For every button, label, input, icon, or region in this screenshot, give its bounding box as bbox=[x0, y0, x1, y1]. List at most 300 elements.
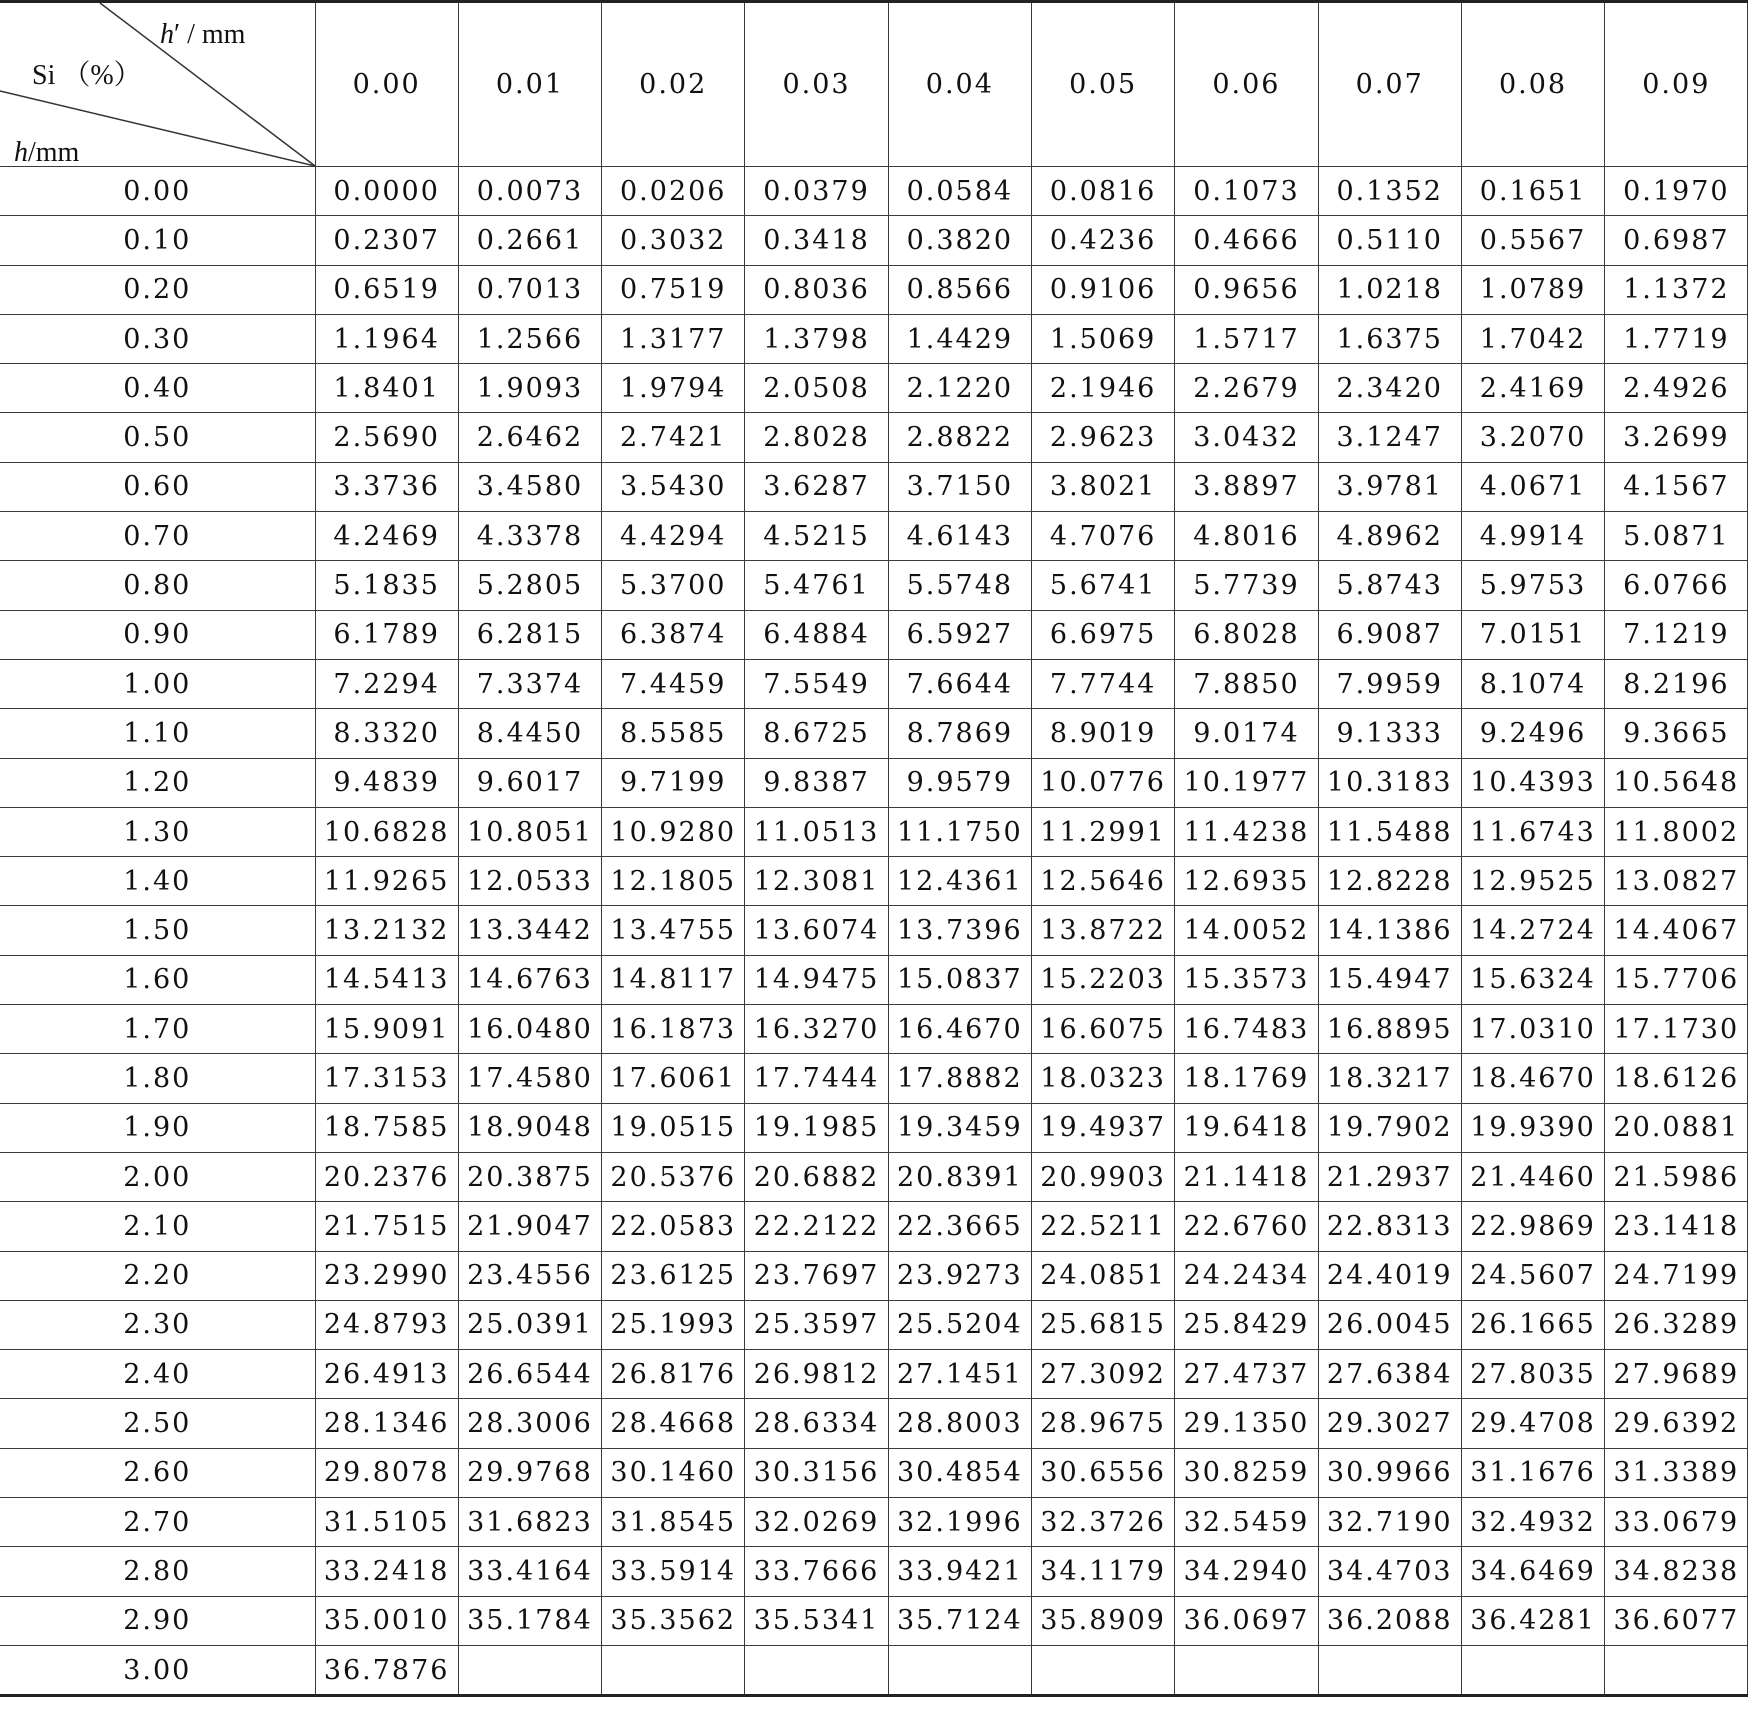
table-row bbox=[0, 1498, 1748, 1547]
table-cell: 4.8962 bbox=[1318, 512, 1461, 561]
row-header: 2.30 bbox=[0, 1300, 315, 1349]
table-cell: 0.1970 bbox=[1605, 167, 1748, 216]
table-cell: 32.1996 bbox=[888, 1498, 1031, 1547]
table-cell: 22.0583 bbox=[602, 1202, 745, 1251]
table-cell: 9.7199 bbox=[602, 758, 745, 807]
table-cell: 14.1386 bbox=[1318, 906, 1461, 955]
table-cell: 1.2566 bbox=[458, 314, 601, 363]
table-cell: 2.9623 bbox=[1031, 413, 1174, 462]
table-cell bbox=[1175, 1645, 1318, 1695]
table-cell: 6.1789 bbox=[315, 610, 458, 659]
table-cell: 1.6375 bbox=[1318, 314, 1461, 363]
table-cell: 3.6287 bbox=[745, 462, 888, 511]
table-cell: 22.5211 bbox=[1031, 1202, 1174, 1251]
table-cell: 11.5488 bbox=[1318, 807, 1461, 856]
table-cell: 21.5986 bbox=[1605, 1152, 1748, 1201]
table-cell: 33.4164 bbox=[458, 1547, 601, 1596]
table-cell: 24.4019 bbox=[1318, 1251, 1461, 1300]
table-cell: 12.8228 bbox=[1318, 857, 1461, 906]
table-cell: 21.9047 bbox=[458, 1202, 601, 1251]
table-cell: 7.6644 bbox=[888, 659, 1031, 708]
table-cell: 6.6975 bbox=[1031, 610, 1174, 659]
table-cell: 0.3418 bbox=[745, 216, 888, 265]
table-cell: 2.3420 bbox=[1318, 364, 1461, 413]
table-cell: 0.6987 bbox=[1605, 216, 1748, 265]
row-header: 0.40 bbox=[0, 364, 315, 413]
table-cell: 16.3270 bbox=[745, 1005, 888, 1054]
table-cell: 4.5215 bbox=[745, 512, 888, 561]
table-cell: 16.0480 bbox=[458, 1005, 601, 1054]
row-header: 0.30 bbox=[0, 314, 315, 363]
table-cell: 33.9421 bbox=[888, 1547, 1031, 1596]
table-cell: 30.3156 bbox=[745, 1448, 888, 1497]
table-row bbox=[0, 1103, 1748, 1152]
table-row bbox=[0, 216, 1748, 265]
column-header: 0.09 bbox=[1605, 2, 1748, 167]
table-cell: 13.6074 bbox=[745, 906, 888, 955]
table-cell: 7.5549 bbox=[745, 659, 888, 708]
table-cell: 15.7706 bbox=[1605, 955, 1748, 1004]
table-cell: 0.9106 bbox=[1031, 265, 1174, 314]
table-cell: 18.3217 bbox=[1318, 1054, 1461, 1103]
table-cell: 12.0533 bbox=[458, 857, 601, 906]
table-cell: 21.1418 bbox=[1175, 1152, 1318, 1201]
row-header: 2.90 bbox=[0, 1596, 315, 1645]
table-row bbox=[0, 1448, 1748, 1497]
table-cell: 20.6882 bbox=[745, 1152, 888, 1201]
table-cell: 1.3177 bbox=[602, 314, 745, 363]
table-cell: 4.7076 bbox=[1031, 512, 1174, 561]
table-cell: 35.3562 bbox=[602, 1596, 745, 1645]
table-cell: 3.2699 bbox=[1605, 413, 1748, 462]
table-cell: 2.2679 bbox=[1175, 364, 1318, 413]
table-cell: 8.4450 bbox=[458, 709, 601, 758]
header-row bbox=[0, 2, 1748, 167]
table-cell: 2.7421 bbox=[602, 413, 745, 462]
column-header: 0.02 bbox=[602, 2, 745, 167]
table-cell: 6.2815 bbox=[458, 610, 601, 659]
table-cell: 0.7013 bbox=[458, 265, 601, 314]
table-cell: 7.1219 bbox=[1605, 610, 1748, 659]
table-cell: 32.3726 bbox=[1031, 1498, 1174, 1547]
table-cell: 9.6017 bbox=[458, 758, 601, 807]
table-cell: 4.9914 bbox=[1461, 512, 1604, 561]
table-cell: 14.9475 bbox=[745, 955, 888, 1004]
table-cell: 10.8051 bbox=[458, 807, 601, 856]
table-cell: 15.3573 bbox=[1175, 955, 1318, 1004]
row-header: 2.00 bbox=[0, 1152, 315, 1201]
table-row bbox=[0, 1005, 1748, 1054]
table-cell: 36.6077 bbox=[1605, 1596, 1748, 1645]
table-cell: 18.9048 bbox=[458, 1103, 601, 1152]
table-cell: 15.9091 bbox=[315, 1005, 458, 1054]
table-cell: 1.7042 bbox=[1461, 314, 1604, 363]
table-cell: 4.1567 bbox=[1605, 462, 1748, 511]
table-cell: 28.6334 bbox=[745, 1399, 888, 1448]
table-cell: 30.8259 bbox=[1175, 1448, 1318, 1497]
table-cell: 13.4755 bbox=[602, 906, 745, 955]
table-cell: 0.1073 bbox=[1175, 167, 1318, 216]
table-cell: 34.1179 bbox=[1031, 1547, 1174, 1596]
table-cell: 4.6143 bbox=[888, 512, 1031, 561]
table-row bbox=[0, 561, 1748, 610]
table-cell: 27.6384 bbox=[1318, 1350, 1461, 1399]
table-cell: 0.7519 bbox=[602, 265, 745, 314]
table-cell: 31.8545 bbox=[602, 1498, 745, 1547]
table-cell: 17.6061 bbox=[602, 1054, 745, 1103]
row-header: 1.90 bbox=[0, 1103, 315, 1152]
table-row bbox=[0, 1350, 1748, 1399]
table-cell: 6.5927 bbox=[888, 610, 1031, 659]
table-cell: 1.8401 bbox=[315, 364, 458, 413]
table-cell: 14.4067 bbox=[1605, 906, 1748, 955]
table-cell: 18.7585 bbox=[315, 1103, 458, 1152]
table-cell: 5.3700 bbox=[602, 561, 745, 610]
table-row bbox=[0, 314, 1748, 363]
table-cell: 20.9903 bbox=[1031, 1152, 1174, 1201]
table-cell: 3.5430 bbox=[602, 462, 745, 511]
table-cell: 1.0789 bbox=[1461, 265, 1604, 314]
table-cell: 12.4361 bbox=[888, 857, 1031, 906]
table-cell: 12.3081 bbox=[745, 857, 888, 906]
column-header: 0.01 bbox=[458, 2, 601, 167]
table-cell: 12.1805 bbox=[602, 857, 745, 906]
table-cell: 6.4884 bbox=[745, 610, 888, 659]
table-cell: 14.8117 bbox=[602, 955, 745, 1004]
table-cell: 2.4926 bbox=[1605, 364, 1748, 413]
table-cell: 6.9087 bbox=[1318, 610, 1461, 659]
table-cell: 10.1977 bbox=[1175, 758, 1318, 807]
table-cell: 13.8722 bbox=[1031, 906, 1174, 955]
table-row bbox=[0, 462, 1748, 511]
table-cell: 4.3378 bbox=[458, 512, 601, 561]
table-cell: 9.9579 bbox=[888, 758, 1031, 807]
table-cell: 10.3183 bbox=[1318, 758, 1461, 807]
table-cell: 6.3874 bbox=[602, 610, 745, 659]
table-cell: 4.2469 bbox=[315, 512, 458, 561]
table-cell: 5.5748 bbox=[888, 561, 1031, 610]
row-header: 2.60 bbox=[0, 1448, 315, 1497]
corner-cell bbox=[0, 2, 315, 167]
table-cell: 0.8566 bbox=[888, 265, 1031, 314]
table-cell: 36.2088 bbox=[1318, 1596, 1461, 1645]
table-cell: 0.0584 bbox=[888, 167, 1031, 216]
table-cell: 9.0174 bbox=[1175, 709, 1318, 758]
row-header: 1.80 bbox=[0, 1054, 315, 1103]
table-row bbox=[0, 1202, 1748, 1251]
table-cell: 15.0837 bbox=[888, 955, 1031, 1004]
column-header: 0.08 bbox=[1461, 2, 1604, 167]
table-cell: 27.3092 bbox=[1031, 1350, 1174, 1399]
table-cell: 5.7739 bbox=[1175, 561, 1318, 610]
table-cell: 11.1750 bbox=[888, 807, 1031, 856]
table-cell: 17.0310 bbox=[1461, 1005, 1604, 1054]
table-row bbox=[0, 1300, 1748, 1349]
table-cell: 8.7869 bbox=[888, 709, 1031, 758]
table-cell: 28.8003 bbox=[888, 1399, 1031, 1448]
table-cell: 13.0827 bbox=[1605, 857, 1748, 906]
table-cell bbox=[1318, 1645, 1461, 1695]
table-cell: 7.0151 bbox=[1461, 610, 1604, 659]
table-cell: 16.6075 bbox=[1031, 1005, 1174, 1054]
table-row bbox=[0, 1645, 1748, 1695]
table-cell: 12.6935 bbox=[1175, 857, 1318, 906]
table-cell: 5.8743 bbox=[1318, 561, 1461, 610]
table-cell: 27.8035 bbox=[1461, 1350, 1604, 1399]
table-cell: 8.6725 bbox=[745, 709, 888, 758]
row-header: 0.20 bbox=[0, 265, 315, 314]
table-cell: 35.5341 bbox=[745, 1596, 888, 1645]
table-cell: 23.2990 bbox=[315, 1251, 458, 1300]
table-cell: 12.9525 bbox=[1461, 857, 1604, 906]
table-cell: 33.7666 bbox=[745, 1547, 888, 1596]
table-cell: 9.1333 bbox=[1318, 709, 1461, 758]
table-row bbox=[0, 265, 1748, 314]
table-cell: 30.1460 bbox=[602, 1448, 745, 1497]
row-header: 0.50 bbox=[0, 413, 315, 462]
table-cell: 2.4169 bbox=[1461, 364, 1604, 413]
table-cell: 36.4281 bbox=[1461, 1596, 1604, 1645]
table-cell: 15.6324 bbox=[1461, 955, 1604, 1004]
table-body bbox=[0, 2, 1748, 1696]
table-cell: 2.6462 bbox=[458, 413, 601, 462]
table-cell: 18.1769 bbox=[1175, 1054, 1318, 1103]
table-cell: 0.2307 bbox=[315, 216, 458, 265]
table-cell: 0.0073 bbox=[458, 167, 601, 216]
table-cell: 3.1247 bbox=[1318, 413, 1461, 462]
table-cell: 13.3442 bbox=[458, 906, 601, 955]
row-header: 2.20 bbox=[0, 1251, 315, 1300]
table-row bbox=[0, 1399, 1748, 1448]
table-cell: 22.2122 bbox=[745, 1202, 888, 1251]
column-header: 0.00 bbox=[315, 2, 458, 167]
table-cell bbox=[458, 1645, 601, 1695]
table-cell: 14.5413 bbox=[315, 955, 458, 1004]
table-cell bbox=[745, 1645, 888, 1695]
table-cell: 25.3597 bbox=[745, 1300, 888, 1349]
table-cell: 19.6418 bbox=[1175, 1103, 1318, 1152]
table-row bbox=[0, 1152, 1748, 1201]
table-cell: 2.0508 bbox=[745, 364, 888, 413]
table-cell: 22.6760 bbox=[1175, 1202, 1318, 1251]
row-header: 2.40 bbox=[0, 1350, 315, 1399]
row-header: 0.90 bbox=[0, 610, 315, 659]
table-cell: 21.2937 bbox=[1318, 1152, 1461, 1201]
table-cell: 18.0323 bbox=[1031, 1054, 1174, 1103]
table-cell: 32.0269 bbox=[745, 1498, 888, 1547]
table-cell: 11.2991 bbox=[1031, 807, 1174, 856]
table-cell: 7.8850 bbox=[1175, 659, 1318, 708]
table-cell: 0.0816 bbox=[1031, 167, 1174, 216]
table-cell: 0.6519 bbox=[315, 265, 458, 314]
table-cell: 16.8895 bbox=[1318, 1005, 1461, 1054]
table-cell: 0.4236 bbox=[1031, 216, 1174, 265]
table-cell: 26.1665 bbox=[1461, 1300, 1604, 1349]
table-cell: 0.3820 bbox=[888, 216, 1031, 265]
row-axis-label: h/mm bbox=[14, 137, 80, 167]
table-cell: 28.4668 bbox=[602, 1399, 745, 1448]
table-cell: 7.7744 bbox=[1031, 659, 1174, 708]
table-cell: 26.9812 bbox=[745, 1350, 888, 1399]
table-cell: 21.4460 bbox=[1461, 1152, 1604, 1201]
table-cell: 6.8028 bbox=[1175, 610, 1318, 659]
table-cell: 17.7444 bbox=[745, 1054, 888, 1103]
row-header: 2.10 bbox=[0, 1202, 315, 1251]
table-cell: 1.5717 bbox=[1175, 314, 1318, 363]
table-cell: 16.1873 bbox=[602, 1005, 745, 1054]
table-cell: 12.5646 bbox=[1031, 857, 1174, 906]
table-cell bbox=[1031, 1645, 1174, 1695]
table-cell: 33.0679 bbox=[1605, 1498, 1748, 1547]
table-cell: 19.4937 bbox=[1031, 1103, 1174, 1152]
table-cell: 31.6823 bbox=[458, 1498, 601, 1547]
table-row bbox=[0, 413, 1748, 462]
table-cell: 25.6815 bbox=[1031, 1300, 1174, 1349]
table-cell: 7.2294 bbox=[315, 659, 458, 708]
table-cell: 0.5110 bbox=[1318, 216, 1461, 265]
row-header: 1.60 bbox=[0, 955, 315, 1004]
table-cell: 0.8036 bbox=[745, 265, 888, 314]
table-cell: 7.3374 bbox=[458, 659, 601, 708]
table-cell: 29.3027 bbox=[1318, 1399, 1461, 1448]
table-cell: 3.9781 bbox=[1318, 462, 1461, 511]
table-cell: 23.7697 bbox=[745, 1251, 888, 1300]
table-row bbox=[0, 1596, 1748, 1645]
table-cell: 9.3665 bbox=[1605, 709, 1748, 758]
table-cell: 9.8387 bbox=[745, 758, 888, 807]
table-cell: 18.6126 bbox=[1605, 1054, 1748, 1103]
table-row bbox=[0, 659, 1748, 708]
table-cell: 1.5069 bbox=[1031, 314, 1174, 363]
table-cell: 31.1676 bbox=[1461, 1448, 1604, 1497]
table-cell: 24.0851 bbox=[1031, 1251, 1174, 1300]
table-cell: 19.7902 bbox=[1318, 1103, 1461, 1152]
table-row bbox=[0, 857, 1748, 906]
row-header: 1.50 bbox=[0, 906, 315, 955]
table-cell: 23.1418 bbox=[1605, 1202, 1748, 1251]
table-cell: 13.2132 bbox=[315, 906, 458, 955]
table-cell: 4.0671 bbox=[1461, 462, 1604, 511]
table-row bbox=[0, 906, 1748, 955]
table-cell bbox=[1461, 1645, 1604, 1695]
table-cell: 17.3153 bbox=[315, 1054, 458, 1103]
table-cell: 10.6828 bbox=[315, 807, 458, 856]
table-cell: 1.9093 bbox=[458, 364, 601, 413]
table-row bbox=[0, 167, 1748, 216]
table-cell: 16.4670 bbox=[888, 1005, 1031, 1054]
row-header: 1.70 bbox=[0, 1005, 315, 1054]
table-cell: 25.8429 bbox=[1175, 1300, 1318, 1349]
table-cell: 3.0432 bbox=[1175, 413, 1318, 462]
column-header: 0.04 bbox=[888, 2, 1031, 167]
table-cell: 32.5459 bbox=[1175, 1498, 1318, 1547]
table-cell: 32.4932 bbox=[1461, 1498, 1604, 1547]
table-cell: 27.4737 bbox=[1175, 1350, 1318, 1399]
table-cell: 0.3032 bbox=[602, 216, 745, 265]
table-cell: 0.0206 bbox=[602, 167, 745, 216]
table-cell: 11.9265 bbox=[315, 857, 458, 906]
table-cell: 3.8897 bbox=[1175, 462, 1318, 511]
row-header: 1.20 bbox=[0, 758, 315, 807]
table-cell: 3.8021 bbox=[1031, 462, 1174, 511]
table-cell: 1.7719 bbox=[1605, 314, 1748, 363]
table-cell: 7.4459 bbox=[602, 659, 745, 708]
table-cell: 1.1372 bbox=[1605, 265, 1748, 314]
table-cell: 3.2070 bbox=[1461, 413, 1604, 462]
table-cell: 0.1352 bbox=[1318, 167, 1461, 216]
column-header: 0.03 bbox=[745, 2, 888, 167]
column-axis-label: h′ / mm bbox=[160, 19, 246, 50]
table-cell: 20.0881 bbox=[1605, 1103, 1748, 1152]
table-cell: 29.6392 bbox=[1605, 1399, 1748, 1448]
table-cell: 8.5585 bbox=[602, 709, 745, 758]
table-cell: 29.4708 bbox=[1461, 1399, 1604, 1448]
table-cell: 10.0776 bbox=[1031, 758, 1174, 807]
table-cell: 5.2805 bbox=[458, 561, 601, 610]
table-cell: 24.7199 bbox=[1605, 1251, 1748, 1300]
table-cell: 22.3665 bbox=[888, 1202, 1031, 1251]
table-cell: 0.4666 bbox=[1175, 216, 1318, 265]
table-cell: 20.2376 bbox=[315, 1152, 458, 1201]
table-cell: 1.0218 bbox=[1318, 265, 1461, 314]
table-cell: 1.3798 bbox=[745, 314, 888, 363]
table-cell: 0.0379 bbox=[745, 167, 888, 216]
table-cell: 20.5376 bbox=[602, 1152, 745, 1201]
table-cell: 24.8793 bbox=[315, 1300, 458, 1349]
table-cell: 14.2724 bbox=[1461, 906, 1604, 955]
table-cell: 10.9280 bbox=[602, 807, 745, 856]
table-cell: 32.7190 bbox=[1318, 1498, 1461, 1547]
table-cell: 0.0000 bbox=[315, 167, 458, 216]
table-cell: 9.2496 bbox=[1461, 709, 1604, 758]
table-cell: 29.9768 bbox=[458, 1448, 601, 1497]
table-cell: 33.5914 bbox=[602, 1547, 745, 1596]
table-cell: 22.9869 bbox=[1461, 1202, 1604, 1251]
table-cell: 11.0513 bbox=[745, 807, 888, 856]
table-cell: 26.3289 bbox=[1605, 1300, 1748, 1349]
table-cell: 35.1784 bbox=[458, 1596, 601, 1645]
table-cell: 20.3875 bbox=[458, 1152, 601, 1201]
table-cell: 34.8238 bbox=[1605, 1547, 1748, 1596]
row-header: 2.50 bbox=[0, 1399, 315, 1448]
row-header: 0.10 bbox=[0, 216, 315, 265]
table-cell: 33.2418 bbox=[315, 1547, 458, 1596]
row-header: 1.10 bbox=[0, 709, 315, 758]
table-cell: 1.1964 bbox=[315, 314, 458, 363]
table-cell: 34.6469 bbox=[1461, 1547, 1604, 1596]
table-cell: 10.4393 bbox=[1461, 758, 1604, 807]
table-cell: 19.1985 bbox=[745, 1103, 888, 1152]
table-cell: 17.4580 bbox=[458, 1054, 601, 1103]
table-cell: 11.4238 bbox=[1175, 807, 1318, 856]
table-cell: 30.4854 bbox=[888, 1448, 1031, 1497]
table-cell: 11.8002 bbox=[1605, 807, 1748, 856]
table-cell: 34.2940 bbox=[1175, 1547, 1318, 1596]
table-cell: 2.8028 bbox=[745, 413, 888, 462]
table-cell: 5.9753 bbox=[1461, 561, 1604, 610]
table-cell bbox=[602, 1645, 745, 1695]
table-cell: 28.3006 bbox=[458, 1399, 601, 1448]
table-cell: 24.5607 bbox=[1461, 1251, 1604, 1300]
table-cell: 2.8822 bbox=[888, 413, 1031, 462]
table-row bbox=[0, 610, 1748, 659]
table-cell: 29.8078 bbox=[315, 1448, 458, 1497]
table-cell: 23.4556 bbox=[458, 1251, 601, 1300]
table-cell: 23.9273 bbox=[888, 1251, 1031, 1300]
table-cell: 15.2203 bbox=[1031, 955, 1174, 1004]
table-cell: 2.1220 bbox=[888, 364, 1031, 413]
table-cell: 14.0052 bbox=[1175, 906, 1318, 955]
